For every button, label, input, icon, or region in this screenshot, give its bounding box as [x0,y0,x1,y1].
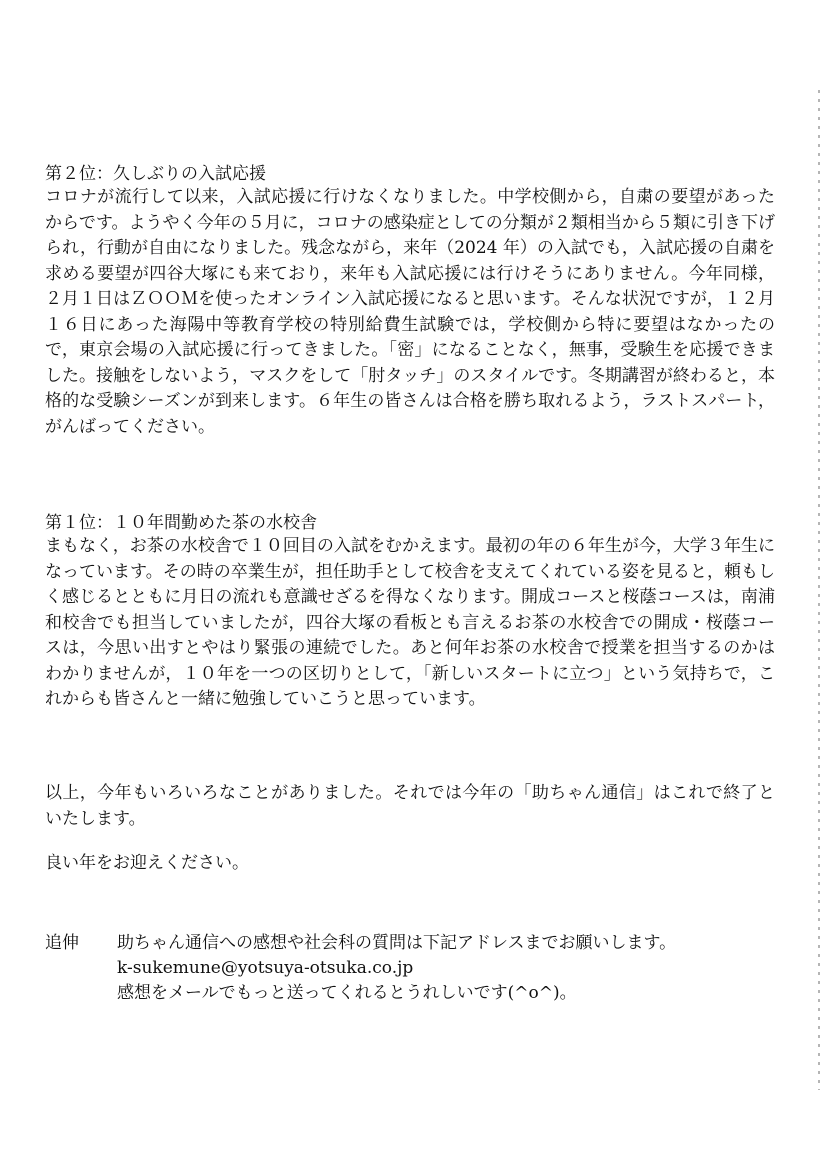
section-title: 第２位：久しぶりの入試応援 [45,164,266,184]
ranking-section-2 [45,163,775,440]
closing-wish-text: 良い年をお迎えください。 [45,853,249,873]
closing-wish-paragraph [45,851,775,877]
section-body: コロナが流行して以来，入試応援に行けなくなりました。中学校側から，自粛の要望があったからです。ようやく今年の５月に，コロナの感染症としての分類が２類相当から５類に引き下げられ，行動が自由になりました。残念ながら，来年（2024 年）の入試でも，入試応援の自粛を求める要望が四谷大塚にも来ており，来年も入試応援には行けそうにありません。今年同様，２月１日はＺＯＯＭを使ったオンライン入試応援になると思います。そんな状況ですが，１２月１６日にあった海陽中等教育学校の特別給費生試験では，学校側から特に要望はなかったので，東京会場の入試応援に行ってきました。「密」になることなく，無事，受験生を応援できました。接触をしないよう，マスクをして「肘タッチ」のスタイルです。冬期講習が終わると，本格的な受験シーズンが到来します。６年生の皆さんは合格を勝ち取れるよう，ラストスパート，がんばってください。 [45,187,775,437]
closing-text: 以上，今年もいろいろなことがありました。それでは今年の「助ちゃん通信」はこれで終了といたします。 [45,783,775,829]
postscript-request: 助ちゃん通信への感想や社会科の質問は下記アドレスまでお願いします。 [117,933,677,953]
ranking-section-1 [45,512,775,713]
postscript-closing: 感想をメールでもっと送ってくれるとうれしいです(^o^)。 [117,983,577,1003]
postscript-body [117,931,767,1006]
section-title: 第１位：１０年間勤めた茶の水校舎 [45,513,317,533]
section-body: まもなく，お茶の水校舎で１０回目の入試をむかえます。最初の年の６年生が今，大学３年生になっています。その時の卒業生が，担任助手として校舎を支えてくれている姿を見ると，頼もしく感じるとともに月日の流れも意識せざるを得なくなります。開成コースと桜蔭コースは，南浦和校舎でも担当していましたが，四谷大塚の看板とも言えるお茶の水校舎での開成・桜蔭コースは，今思い出すとやはり緊張の連続でした。あと何年お茶の水校舎で授業を担当するのかはわかりませんが，１０年を一つの区切りとして，「新しいスタートに立つ」という気持ちで，これからも皆さんと一緒に勉強していこうと思っています。 [45,536,775,709]
email-address: k-sukemune@yotsuya-otsuka.co.jp [117,958,414,978]
postscript-label: 追伸 [45,933,79,953]
scan-edge-mark [818,90,820,1090]
closing-paragraph [45,781,775,832]
